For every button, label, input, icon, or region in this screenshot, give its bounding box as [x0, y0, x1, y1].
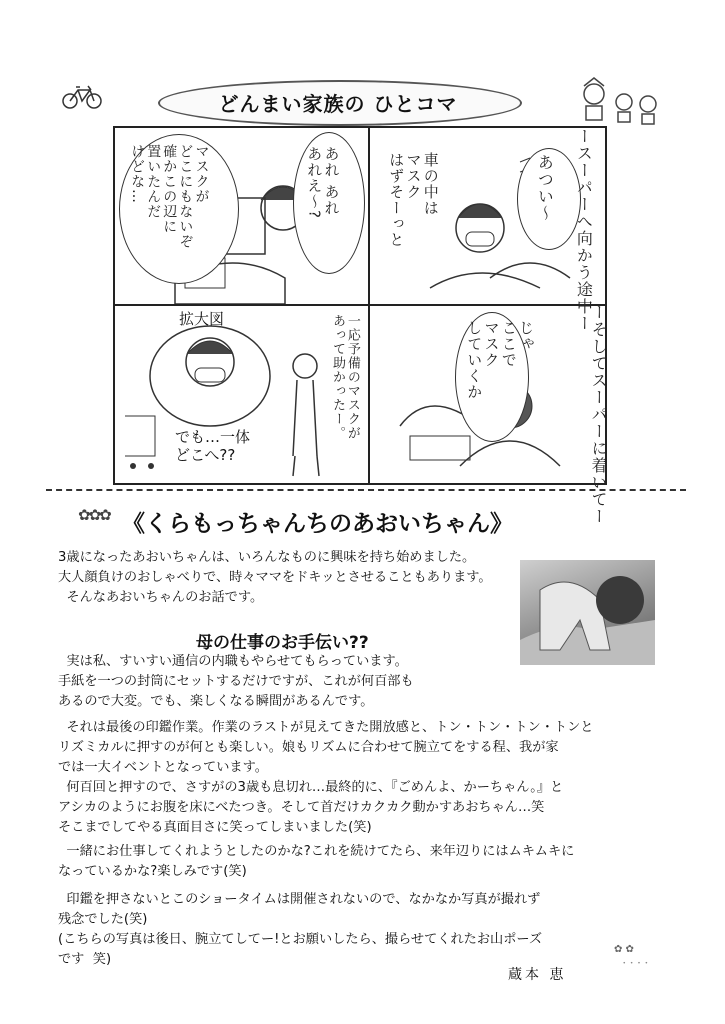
panel2-speech-b: マスクが どこにもないぞ 確かこの辺に 置いたんだ けどな…: [129, 144, 210, 249]
svg-text:✿ ✿: ✿ ✿: [614, 944, 634, 955]
comic-strip: [113, 126, 607, 485]
svg-text:･ ･ ･ ･: ･ ･ ･ ･: [622, 959, 649, 969]
panel2-speech-a: あれ あれ あれえ〜?: [305, 146, 341, 219]
bicycle-icon: [60, 82, 104, 110]
flower-icon: ✿✿✿: [78, 506, 110, 524]
panel4-zoom-label: 拡大図: [179, 310, 225, 328]
panel1-caption: ースーパーへ向かう途中ー: [574, 128, 594, 332]
paragraph-2: それは最後の印鑑作業。作業のラストが見えてきた開放感と、トン・トン・トン・トンと リズミカルに押すのが何とも楽しい。娘もリズムに合わせて腕立てをする程、我が家 では一大イベントとなっています。 何百回と押すので、さすがの3歳も息切れ…最終的に、『ごめんよ、かーちゃん。』と アシカのようにお腹を床にべたつき。そして首だけカクカク動かすあおちゃん…笑 そこまでしてやる真面目さに笑ってしまいました(笑): [58, 720, 594, 835]
paragraph-1: 実は私、すいすい通信の内職もやらせてもらっています。 手紙を一つの封筒にセットするだけですが、これが何百部も あるので大変。でも、楽しくなる瞬間があるんです。: [58, 654, 414, 709]
page-title: どんまい家族の ひとコマ: [218, 92, 458, 116]
panel3-speech: じゃ ここで マスク していくか: [465, 320, 535, 400]
panel4-speech-a: 一応予備のマスクが あって助かったー。: [329, 314, 360, 440]
panel1-thought: 車の中は マスク はずそーっと: [387, 152, 440, 248]
intro-paragraph: 3歳になったあおいちゃんは、いろんなものに興味を持ち始めました。 大人顔負けのおしゃべりで、時々ママをドキッとさせることもあります。 そんなあおいちゃんのお話です。: [58, 550, 492, 605]
author-name: 蔵本 恵: [508, 967, 567, 983]
panel4-speech-b: でも…一体 どこへ??: [175, 428, 251, 464]
sparkle-decoration-icon: [612, 938, 672, 978]
paragraph-3: 一緒にお仕事してくれようとしたのかな?これを続けてたら、来年辺りにはムキムキに なっているかな?楽しみです(笑): [58, 844, 575, 879]
section-divider: [46, 489, 686, 491]
mascots-icon: [576, 76, 660, 128]
paragraph-4: 印鑑を押さないとこのショータイムは開催されないので、なかなか写真が撮れず 残念でした(笑) (こちらの写真は後日、腕立てしてー!とお願いしたら、撮らせてくれたお山ポーズ です 笑): [58, 892, 543, 967]
panel3-caption: ーそしてスーパーに着いてー: [589, 304, 608, 525]
article-title: 《くらもっちゃんちのあおいちゃん》: [122, 511, 513, 537]
daughter-photo: [520, 560, 655, 665]
panel1-speech: あつい〜: [535, 154, 555, 222]
subheading: 母の仕事のお手伝い??: [196, 633, 369, 653]
